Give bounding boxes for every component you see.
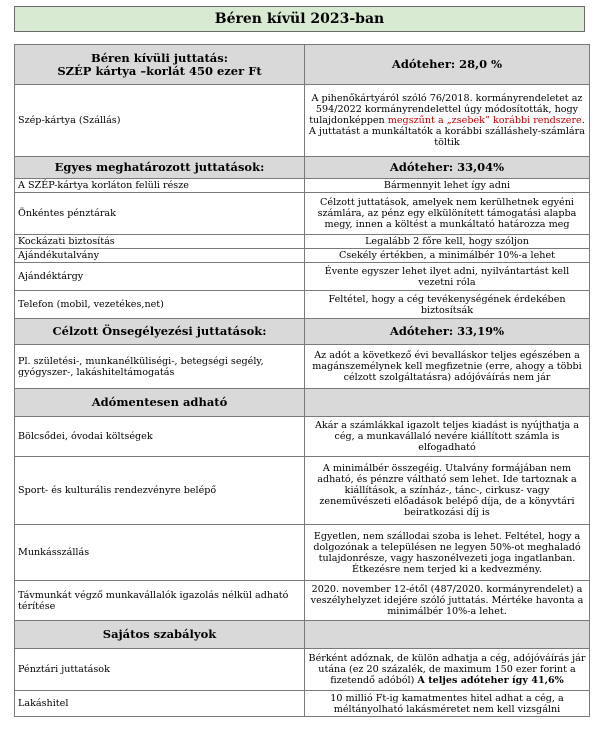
section-header [15,389,590,417]
section-header [15,45,590,85]
desc-bold: A teljes adóteher így 41,6% [417,675,564,686]
section-header [15,319,590,345]
row-label: Pénztári juttatások [15,649,305,691]
table-row [15,649,590,691]
desc-text: Bérként adóznak, de külön adhatja a cég, adójóváírás jár utána (ez 20 százalék, de maximum 150 ezer forint a fizetendő adóból) [308,653,586,686]
row-description [305,649,590,691]
desc-highlight: megszűnt a „zsebek” korábbi rendszere [387,115,582,126]
row-label: A SZÉP-kártya korláton felüli része [15,179,305,193]
section-header [15,621,590,649]
row-label: Távmunkát végző munkavállalók igazolás nélkül adható térítése [15,581,305,621]
row-description: Évente egyszer lehet ilyet adni, nyilvántartást kell vezetni róla [305,263,590,291]
table-row [15,345,590,389]
table-row [15,179,590,193]
row-description: Legalább 2 főre kell, hogy szóljon [305,235,590,249]
section-header [15,157,590,179]
section-title-line: Béren kívüli juttatás: [91,50,228,65]
section-title: Sajátos szabályok [15,621,305,649]
table-row [15,249,590,263]
table-row [15,457,590,525]
row-label: Ajándéktárgy [15,263,305,291]
row-description: 2020. november 12-étől (487/2020. kormányrendelet) a veszélyhelyzet idejére szóló juttatás. Mértéke havonta a minimálbér 10%-a lehet. [305,581,590,621]
section-tax: Adóteher: 28,0 % [305,45,590,85]
section-tax [305,621,590,649]
row-description: Feltétel, hogy a cég tevékenységének érdekében biztosítsák [305,291,590,319]
row-label: Szép-kártya (Szállás) [15,85,305,157]
table-row [15,85,590,157]
table-row [15,581,590,621]
section-tax [305,389,590,417]
row-label: Kockázati biztosítás [15,235,305,249]
row-description: Az adót a következő évi bevalláskor teljes egészében a magánszemélynek kell megfizetnie (erre, ahogy a többi célzott szolgáltatásra) adójóváírás nem jár [305,345,590,389]
row-label: Bölcsődei, óvodai költségek [15,417,305,457]
desc-text: . A juttatást a munkáltatók a korábbi szálláshely-számlára töltik [309,115,585,148]
table-row [15,291,590,319]
row-label: Telefon (mobil, vezetékes,net) [15,291,305,319]
row-description: A minimálbér összegéig. Utalvány formájában nem adható, és pénzre váltható sem lehet. Ide tartoznak a kiállítások, a színház-, tánc-, cirkusz- vagy zeneművészeti előadások belépő díja, de a könyvtári beiratkozási díj is [305,457,590,525]
table-row [15,263,590,291]
row-label: Lakáshitel [15,691,305,717]
table-row [15,193,590,235]
table-row [15,525,590,581]
row-label: Önkéntes pénztárak [15,193,305,235]
row-description: Egyetlen, nem szállodai szoba is lehet. Feltétel, hogy a dolgozónak a településen ne legyen 50%-ot meghaladó tulajdonrésze, vagy haszonélvezeti joga ingatlanban. Étkezésre nem terjed ki a kedvezmény. [305,525,590,581]
section-title: Célzott Önsegélyezési juttatások: [15,319,305,345]
row-label: Pl. születési-, munkanélküliségi-, betegségi segély, gyógyszer-, lakáshiteltámogatás [15,345,305,389]
row-label: Munkásszállás [15,525,305,581]
row-description: 10 millió Ft-ig kamatmentes hitel adhat a cég, a méltányolható lakásméretet nem kell vizsgálni [305,691,590,717]
row-description: Bármennyit lehet így adni [305,179,590,193]
section-title: Adómentesen adható [15,389,305,417]
section-tax: Adóteher: 33,19% [305,319,590,345]
desc-text: A pihenőkártyáról szóló 76/2018. kormányrendeletet az 594/2022 kormányrendelettel úgy módosították, hogy tulajdonképpen [309,93,583,126]
page-title: Béren kívül 2023-ban [14,6,585,32]
row-description: Csekély értékben, a minimálbér 10%-a lehet [305,249,590,263]
table-row [15,417,590,457]
section-title: Egyes meghatározott juttatások: [15,157,305,179]
table-row [15,235,590,249]
row-description: Akár a számlákkal igazolt teljes kiadást is nyújthatja a cég, a munkavállaló nevére kiállított számla is elfogadható [305,417,590,457]
row-label: Sport- és kulturális rendezvényre belépő [15,457,305,525]
table-row [15,691,590,717]
row-label: Ajándékutalvány [15,249,305,263]
row-description: Célzott juttatások, amelyek nem kerülhetnek egyéni számlára, az pénz egy elkülönített támogatási alapba megy, innen a költést a munkáltató határozza meg [305,193,590,235]
section-title-line: SZÉP kártya –korlát 450 ezer Ft [57,63,262,78]
benefits-table [14,44,590,717]
section-tax: Adóteher: 33,04% [305,157,590,179]
row-description [305,85,590,157]
section-title [15,45,305,85]
